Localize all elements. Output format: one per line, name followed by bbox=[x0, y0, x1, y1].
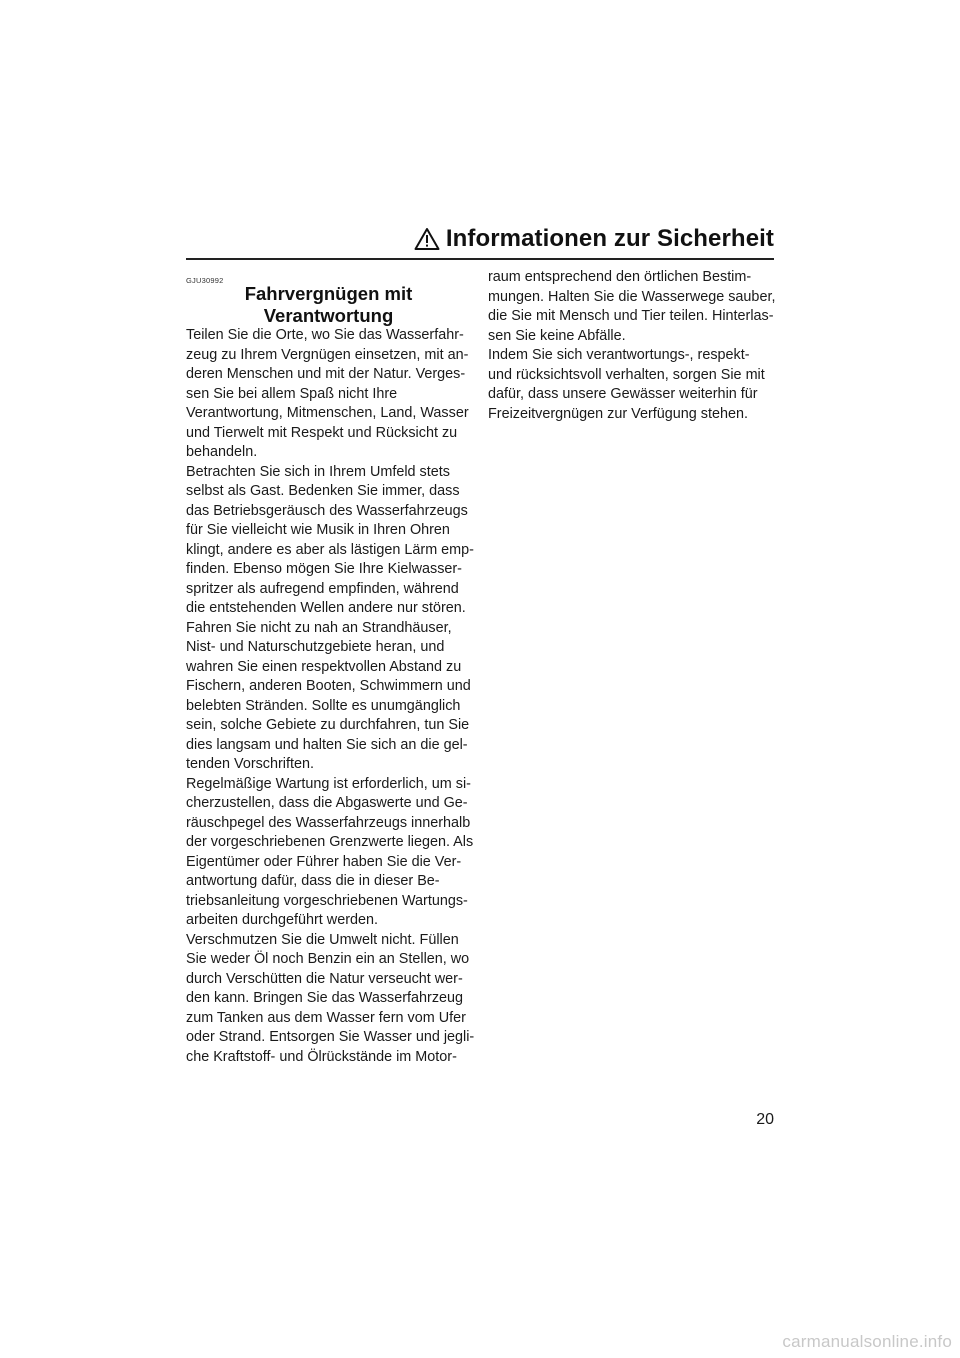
text-line: räuschpegel des Wasserfahrzeugs innerhalb bbox=[186, 814, 471, 831]
text-line: arbeiten durchgeführt werden. bbox=[186, 912, 378, 928]
text-line: und rücksichtsvoll verhalten, sorgen Sie mit bbox=[488, 366, 765, 383]
text-line: belebten Stränden. Sollte es unumgänglich bbox=[186, 697, 461, 714]
header-divider bbox=[186, 258, 774, 260]
text-line: klingt, andere es aber als lästigen Lärm emp- bbox=[186, 541, 474, 558]
text-line: Sie weder Öl noch Benzin ein an Stellen, wo bbox=[186, 951, 470, 967]
text-line: behandeln. bbox=[186, 444, 258, 460]
text-line: Fahren Sie nicht zu nah an Strandhäuser, bbox=[186, 619, 452, 636]
text-line: mungen. Halten Sie die Wasserwege sauber, bbox=[488, 288, 776, 305]
text-line: raum entsprechend den örtlichen Bestim- bbox=[488, 269, 752, 285]
page-number: 20 bbox=[756, 1111, 774, 1128]
text-line: die entstehenden Wellen andere nur stören. bbox=[186, 600, 466, 616]
text-line: triebsanleitung vorgeschriebenen Wartungs- bbox=[186, 892, 468, 909]
text-line: sen Sie bei allem Spaß nicht Ihre bbox=[186, 385, 398, 402]
text-line: zeug zu Ihrem Vergnügen einsetzen, mit an- bbox=[186, 346, 469, 363]
text-line: finden. Ebenso mögen Sie Ihre Kielwasser- bbox=[186, 561, 462, 577]
header-title: Informationen zur Sicherheit bbox=[445, 225, 774, 252]
text-line: Teilen Sie die Orte, wo Sie das Wasserfahr- bbox=[186, 327, 464, 343]
text-line: deren Menschen und mit der Natur. Verges- bbox=[186, 366, 466, 382]
text-line: cherzustellen, dass die Abgaswerte und Ge- bbox=[186, 795, 468, 811]
text-line: durch Verschütten die Natur verseucht wer- bbox=[186, 970, 463, 987]
section-heading-line: Verantwortung bbox=[263, 305, 394, 326]
text-line: antwortung dafür, dass die in dieser Be- bbox=[186, 873, 440, 889]
text-line: der vorgeschriebenen Grenzwerte liegen. Als bbox=[186, 834, 474, 850]
text-line: wahren Sie einen respektvollen Abstand zu bbox=[186, 658, 462, 675]
text-line: die Sie mit Mensch und Tier teilen. Hinterlas- bbox=[488, 308, 774, 324]
right-column-text bbox=[488, 268, 776, 424]
text-line: Indem Sie sich verantwortungs-, respekt- bbox=[488, 347, 750, 363]
text-line: che Kraftstoff- und Ölrückstände im Motor- bbox=[186, 1048, 457, 1065]
text-line: sen Sie keine Abfälle. bbox=[488, 327, 626, 344]
text-line: oder Strand. Entsorgen Sie Wasser und jegli- bbox=[186, 1029, 475, 1045]
text-line: Verantwortung, Mitmenschen, Land, Wasser bbox=[186, 405, 469, 421]
text-line: und Tierwelt mit Respekt und Rücksicht zu bbox=[186, 424, 458, 441]
text-line: Eigentümer oder Führer haben Sie die Ver- bbox=[186, 853, 462, 870]
text-line: Regelmäßige Wartung ist erforderlich, um si- bbox=[186, 775, 471, 792]
text-line: Betrachten Sie sich in Ihrem Umfeld stets bbox=[186, 463, 450, 480]
text-line: dafür, dass unsere Gewässer weiterhin für bbox=[488, 386, 758, 402]
watermark: carmanualsonline.info bbox=[782, 1332, 952, 1351]
text-line: tenden Vorschriften. bbox=[186, 756, 314, 772]
text-line: für Sie vielleicht wie Musik in Ihren Ohren bbox=[186, 522, 450, 538]
text-line: sein, solche Gebiete zu durchfahren, tun Sie bbox=[186, 717, 470, 733]
text-line: Freizeitvergnügen zur Verfügung stehen. bbox=[488, 405, 748, 422]
text-line: zum Tanken aus dem Wasser fern vom Ufer bbox=[186, 1009, 466, 1026]
text-line: Nist- und Naturschutzgebiete heran, und bbox=[186, 639, 445, 655]
section-heading-line: Fahrvergnügen mit bbox=[244, 283, 413, 304]
document-code: GJU30992 bbox=[186, 276, 224, 285]
text-line: spritzer als aufregend empfinden, während bbox=[186, 580, 459, 597]
text-line: Verschmutzen Sie die Umwelt nicht. Füllen bbox=[186, 931, 459, 948]
warning-triangle-icon bbox=[414, 227, 440, 251]
text-line: Fischern, anderen Booten, Schwimmern und bbox=[186, 678, 471, 694]
text-line: das Betriebsgeräusch des Wasserfahrzeugs bbox=[186, 502, 468, 519]
text-line: selbst als Gast. Bedenken Sie immer, dass bbox=[186, 483, 460, 499]
text-line: dies langsam und halten Sie sich an die gel- bbox=[186, 736, 468, 753]
page-header bbox=[186, 222, 774, 256]
text-line: den kann. Bringen Sie das Wasserfahrzeug bbox=[186, 990, 464, 1006]
section-heading bbox=[186, 283, 471, 327]
left-column-text bbox=[186, 326, 475, 1067]
